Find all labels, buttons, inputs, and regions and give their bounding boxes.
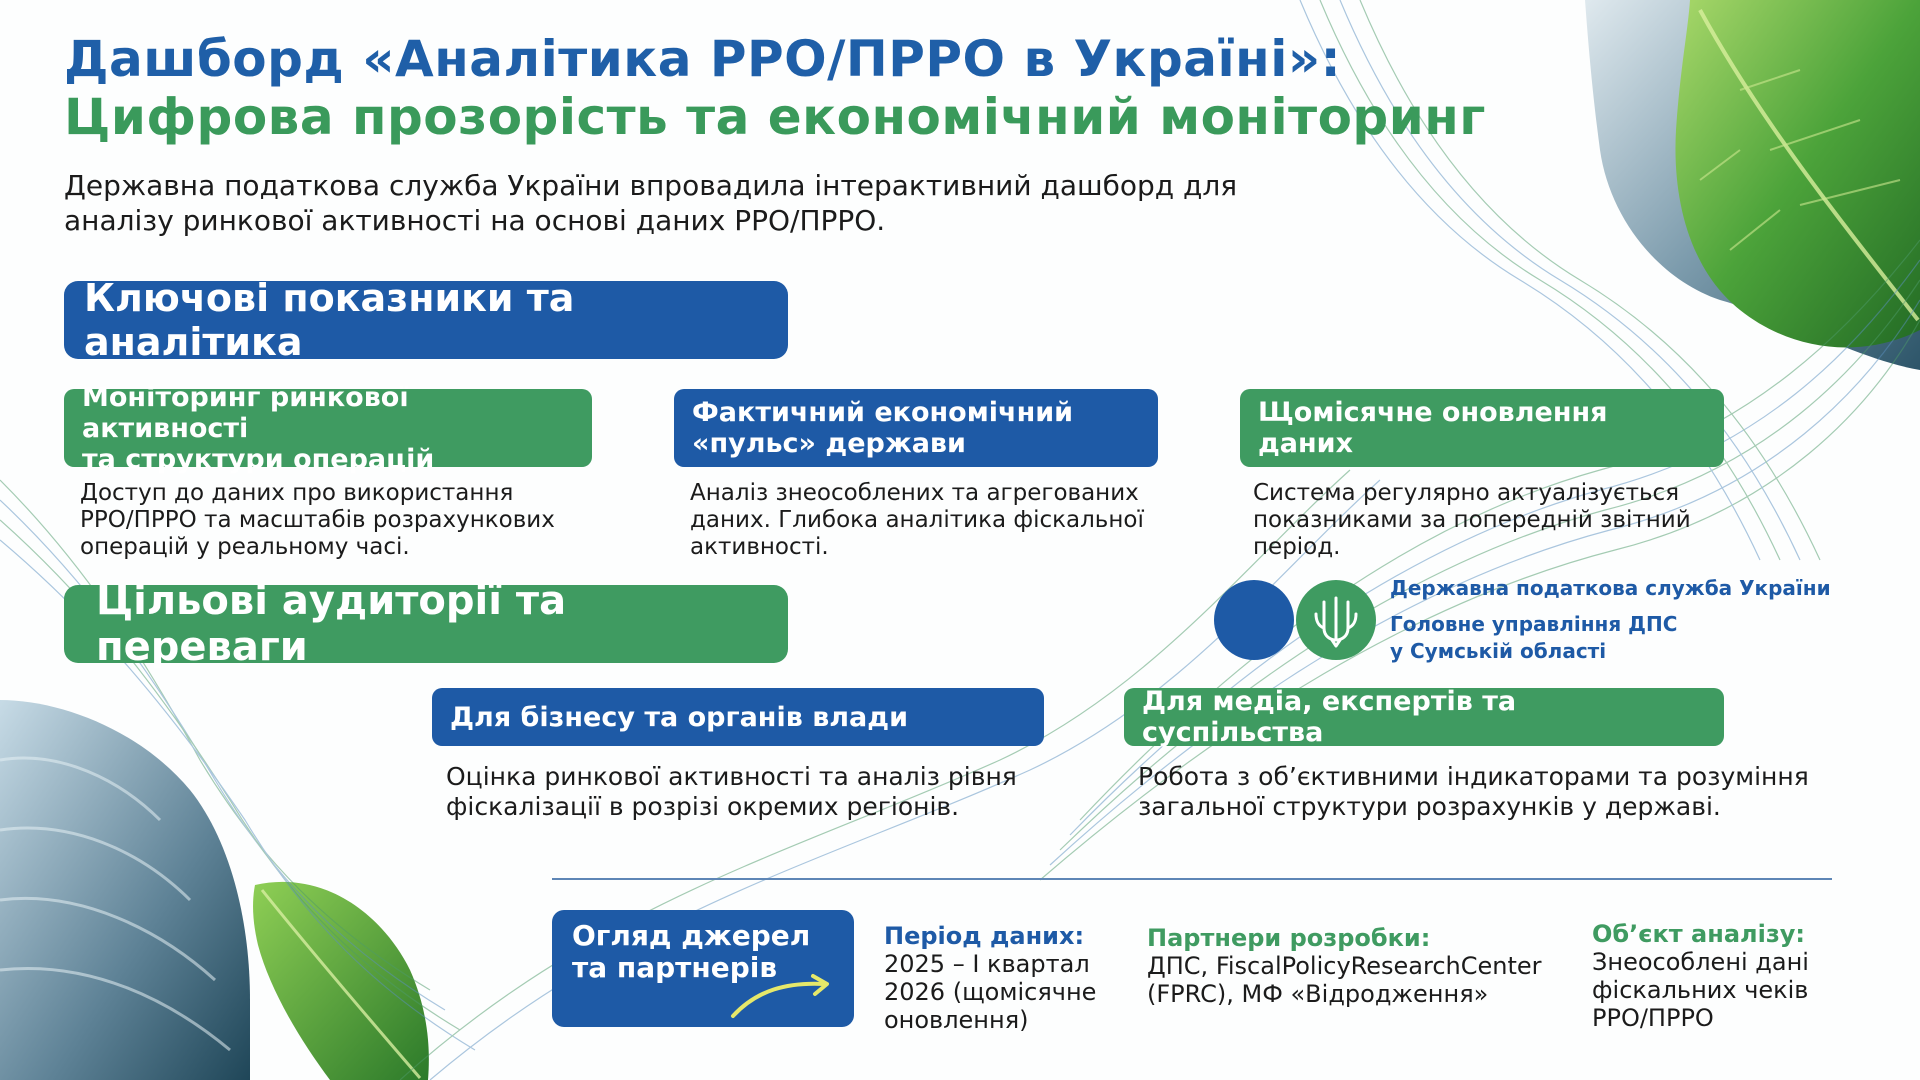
period-heading: Період даних: — [884, 922, 1085, 950]
card-text-line: Аналіз знеособлених та агрегованих — [690, 480, 1139, 506]
card-text-line: Доступ до даних про використання — [80, 480, 514, 506]
period-block — [884, 922, 1104, 1034]
intro-line1: Державна податкова служба України впровадила інтерактивний дашборд для — [64, 169, 1238, 202]
card-text-line: активності. — [690, 534, 829, 560]
object-line: РРО/ПРРО — [1592, 1004, 1714, 1032]
card-text-line: даних. Глибока аналітика фіскальної — [690, 507, 1144, 533]
sources-button-label-line: та партнерів — [572, 951, 778, 984]
card-text-line: Оцінка ринкової активності та аналіз рівня — [446, 762, 1017, 791]
card-text-line: Система регулярно актуалізується — [1253, 480, 1680, 506]
object-block — [1592, 920, 1832, 1032]
card-title-line: Моніторинг ринкової активності — [82, 381, 409, 444]
card-text-line: РРО/ПРРО та масштабів розрахункових — [80, 507, 555, 533]
partners-line: ДПС, FiscalPolicyResearchCenter — [1147, 952, 1542, 980]
card-economic-pulse-text — [690, 480, 1170, 561]
water-texture-bottom-left — [0, 700, 250, 1080]
trident-emblem-icon — [1296, 580, 1376, 660]
partners-line: (FPRC), МФ «Відродження» — [1147, 980, 1489, 1008]
logo-subtitle-line: у Сумській області — [1390, 639, 1607, 663]
intro-line2: аналізу ринкової активності на основі даних РРО/ПРРО. — [64, 204, 886, 237]
card-text-line: період. — [1253, 534, 1341, 560]
object-line: фіскальних чеків — [1592, 976, 1809, 1004]
card-monthly-update-title — [1240, 389, 1724, 467]
card-monthly-update-text — [1253, 480, 1723, 561]
card-media-text — [1138, 762, 1818, 822]
logo-subtitle-line: Головне управління ДПС — [1390, 612, 1678, 636]
card-business-title: Для бізнесу та органів влади — [432, 688, 1044, 746]
card-title-line: та структури операцій — [82, 443, 435, 475]
key-indicators-heading: Ключові показники та аналітика — [64, 281, 788, 359]
sources-button-label-line: Огляд джерел — [572, 919, 811, 952]
card-text-line: загальної структури розрахунків у державі. — [1138, 792, 1721, 821]
card-media-title: Для медіа, експертів та суспільства — [1124, 688, 1724, 746]
period-line: 2025 – І квартал — [884, 950, 1090, 978]
period-line: 2026 (щомісячне — [884, 978, 1097, 1006]
page-title-line1: Дашборд «Аналітика РРО/ПРРО в Україні»: — [64, 30, 1342, 88]
card-text-line: операцій у реальному часі. — [80, 534, 410, 560]
sources-partners-button[interactable] — [552, 910, 854, 1027]
intro-text — [64, 168, 1264, 238]
card-economic-pulse-title — [674, 389, 1158, 467]
card-text-line: показниками за попередній звітний — [1253, 507, 1691, 533]
card-text-line: Робота з об’єктивними індикаторами та розуміння — [1138, 762, 1809, 791]
trident-emblem-icon — [1296, 580, 1376, 660]
card-text-line: фіскалізації в розрізі окремих регіонів. — [446, 792, 960, 821]
card-title-line: Фактичний економічний — [692, 397, 1074, 428]
logo-org-name: Державна податкова служба України — [1390, 576, 1831, 600]
footer-divider — [552, 878, 1832, 880]
audiences-heading: Цільові аудиторії та переваги — [64, 585, 788, 663]
partners-block — [1147, 924, 1567, 1008]
period-line: оновлення) — [884, 1006, 1029, 1034]
object-line: Знеособлені дані — [1592, 948, 1809, 976]
card-title-line: «пульс» держави — [692, 428, 966, 459]
partners-heading: Партнери розробки: — [1147, 924, 1431, 952]
card-business-text — [446, 762, 1066, 822]
card-market-monitoring-text — [80, 480, 600, 561]
object-heading: Об’єкт аналізу: — [1592, 920, 1806, 948]
card-title-line: Щомісячне оновлення даних — [1258, 397, 1608, 459]
arrow-icon — [727, 970, 837, 1022]
logo-blue-circle — [1214, 580, 1294, 660]
logo-subtitle — [1390, 611, 1677, 665]
card-market-monitoring-title — [64, 381, 592, 475]
page-title-line2: Цифрова прозорість та економічний моніторинг — [64, 88, 1486, 146]
